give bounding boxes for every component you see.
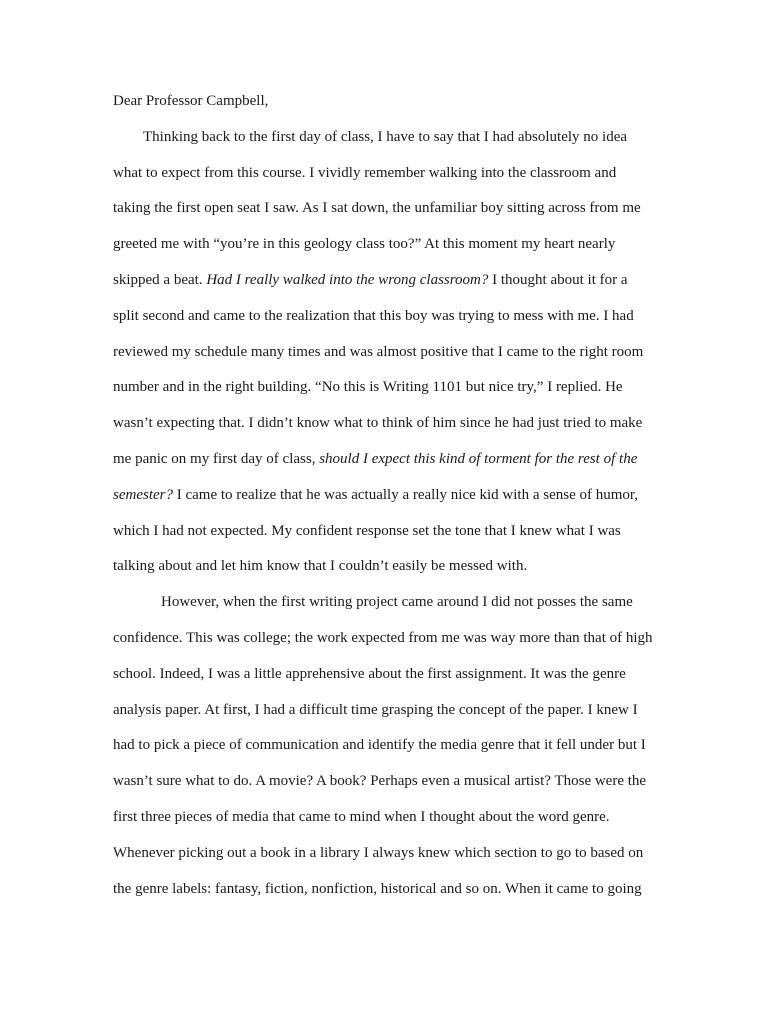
text-line: taking the first open seat I saw. As I sat down, the unfamiliar boy sitting across from me: [113, 200, 641, 217]
text-line: confidence. This was college; the work expected from me was way more than that of high: [113, 629, 653, 646]
text-line: split second and came to the realization that this boy was trying to mess with me. I had: [113, 307, 634, 324]
text-line: school. Indeed, I was a little apprehensive about the first assignment. It was the genre: [113, 665, 626, 682]
text-line: what to expect from this course. I vividly remember walking into the classroom and: [113, 164, 617, 181]
text-line: Whenever picking out a book in a library I always knew which section to go to based on: [113, 844, 644, 861]
text-line: analysis paper. At first, I had a difficult time grasping the concept of the paper. I knew I: [113, 701, 638, 718]
text-line: [113, 446, 673, 482]
text-line: wasn’t sure what to do. A movie? A book? Perhaps even a musical artist? Those were the: [113, 773, 647, 790]
text-run: I thought about it for a: [488, 271, 628, 288]
text-line: which I had not expected. My confident response set the tone that I knew what I was: [113, 522, 621, 539]
text-line: talking about and let him know that I couldn’t easily be messed with.: [113, 558, 528, 575]
text-line: [113, 267, 673, 303]
salutation: Dear Professor Campbell,: [113, 93, 269, 109]
italic-run: should I expect this kind of torment for the rest of the: [319, 450, 638, 467]
text-run: I came to realize that he was actually a really nice kid with a sense of humor,: [173, 486, 639, 503]
italic-run: semester?: [113, 486, 173, 503]
text-run: skipped a beat.: [113, 271, 207, 288]
letter-body: [113, 88, 673, 911]
text-line: number and in the right building. “No this is Writing 1101 but nice try,” I replied. He: [113, 379, 623, 396]
italic-run: Had I really walked into the wrong classroom?: [206, 271, 489, 288]
text-line: [113, 482, 673, 518]
text-line: had to pick a piece of communication and identify the media genre that it fell under but I: [113, 737, 646, 754]
text-line: However, when the first writing project came around I did not posses the same: [161, 594, 633, 611]
text-line: greeted me with “you’re in this geology class too?” At this moment my heart nearly: [113, 236, 616, 253]
text-line: first three pieces of media that came to mind when I thought about the word genre.: [113, 808, 610, 825]
text-line: the genre labels: fantasy, fiction, nonfiction, historical and so on. When it came to going: [113, 880, 642, 897]
text-line: wasn’t expecting that. I didn’t know what to think of him since he had just tried to make: [113, 415, 643, 432]
text-line: reviewed my schedule many times and was almost positive that I came to the right room: [113, 343, 644, 360]
text-line: Thinking back to the first day of class, I have to say that I had absolutely no idea: [143, 128, 628, 145]
text-run: me panic on my first day of class,: [113, 450, 320, 467]
